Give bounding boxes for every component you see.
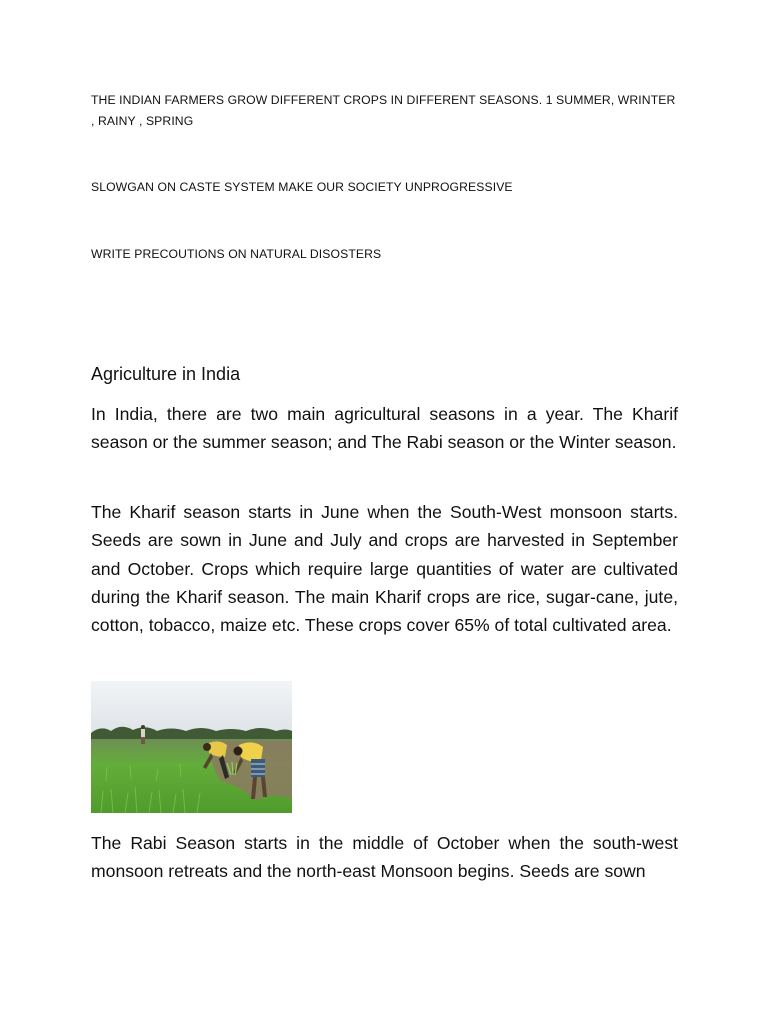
rice-planting-photo — [91, 681, 292, 813]
note-line-seasons: THE INDIAN FARMERS GROW DIFFERENT CROPS IN DIFFERENT SEASONS. 1 SUMMER, WRINTER , RAINY , SPRING — [91, 93, 676, 128]
article-title: Agriculture in India — [91, 364, 241, 384]
paragraph-kharif: The Kharif season starts in June when the South-West monsoon starts. Seeds are sown in June and July and crops are harvested in September and October. Crops which require large quantities of water are cultivated during the Kharif season. The main Kharif crops are rice, sugar-cane, jute, cotton, tobacco, maize etc. These crops cover 65% of total cultivated area. — [91, 502, 678, 636]
paragraph-rabi: The Rabi Season starts in the middle of October when the south-west monsoon retreats and the north-east Monsoon begins. Seeds are sown — [91, 833, 678, 882]
note-line-slogan: SLOWGAN ON CASTE SYSTEM MAKE OUR SOCIETY UNPROGRESSIVE — [91, 180, 513, 194]
paragraph-seasons: In India, there are two main agricultural seasons in a year. The Kharif season or the summer season; and The Rabi season or the Winter season. — [91, 404, 678, 453]
note-line-precautions: WRITE PRECOUTIONS ON NATURAL DISOSTERS — [91, 247, 382, 261]
